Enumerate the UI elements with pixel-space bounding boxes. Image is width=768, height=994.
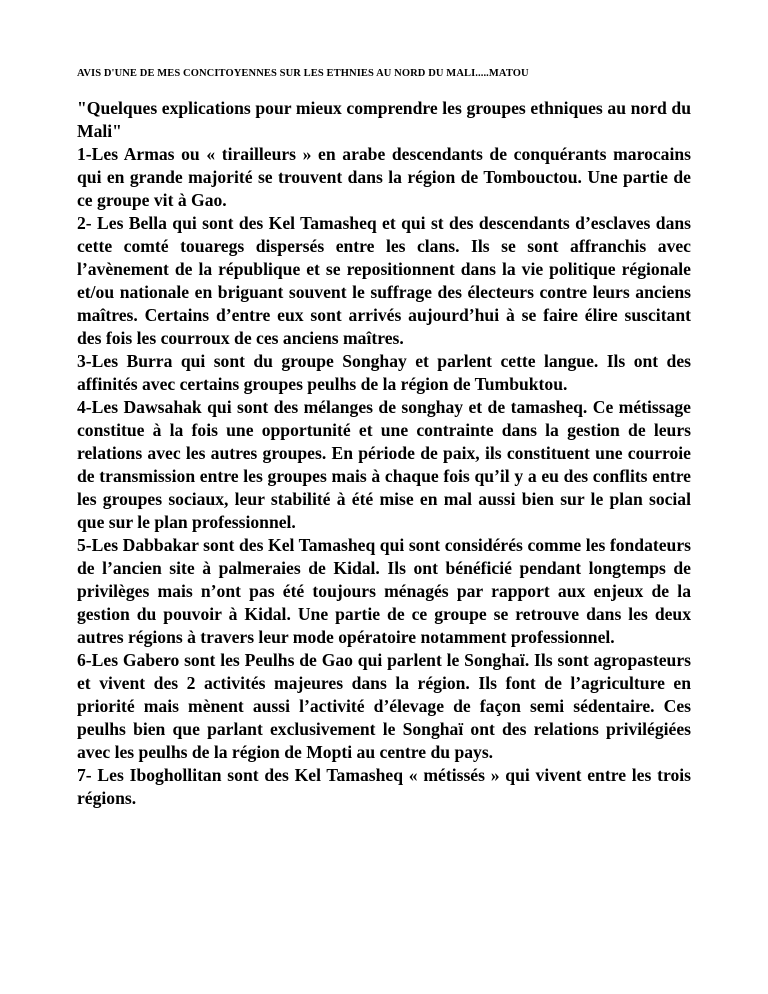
paragraph-gabero: 6-Les Gabero sont les Peulhs de Gao qui parlent le Songhaï. Ils sont agropasteurs et vivent des 2 activités majeures dans la région. Ils font de l’agriculture en priorité mais mènent aussi l’activité d’élevage de façon semi sédentaire. Ces peulhs bien que parlant exclusivement le Songhaï ont des relations privilégiées avec les peulhs de la région de Mopti au centre du pays. — [77, 650, 691, 762]
paragraph-iboghollitan: 7- Les Iboghollitan sont des Kel Tamasheq « métissés » qui vivent entre les trois régions. — [77, 765, 691, 808]
paragraph-dawsahak: 4-Les Dawsahak qui sont des mélanges de songhay et de tamasheq. Ce métissage constitue à la fois une opportunité et une contrainte dans la gestion de leurs relations avec les autres groupes. En période de paix, ils constituent une courroie de transmission entre les groupes mais à chaque fois qu’il y a eu des conflits entre les groupes sociaux, leur stabilité à été mise en mal aussi bien sur le plan social que sur le plan professionnel. — [77, 397, 691, 532]
paragraph-bella: 2- Les Bella qui sont des Kel Tamasheq et qui st des descendants d’esclaves dans cette comté touaregs dispersés entre les clans. Ils se sont affranchis avec l’avènement de la république et se repositionnent dans la vie politique régionale et/ou nationale en briguant souvent le suffrage des électeurs contre leurs anciens maîtres. Certains d’entre eux sont arrivés aujourd’hui à se faire élire suscitant des fois les courroux de ces anciens maîtres. — [77, 213, 691, 348]
paragraph-armas: 1-Les Armas ou « tirailleurs » en arabe descendants de conquérants marocains qui en grande majorité se trouvent dans la région de Tombouctou. Une partie de ce groupe vit à Gao. — [77, 144, 691, 210]
paragraph-dabbakar: 5-Les Dabbakar sont des Kel Tamasheq qui sont considérés comme les fondateurs de l’ancien site à palmeraies de Kidal. Ils ont bénéficié pendant longtemps de privilèges mais n’ont pas été toujours ménagés par rapport aux enjeux de la gestion du pouvoir à Kidal. Une partie de ce groupe se retrouve dans les deux autres régions à travers leur mode opératoire notamment professionnel. — [77, 535, 691, 647]
document-title: "Quelques explications pour mieux comprendre les groupes ethniques au nord du Mali" — [77, 98, 691, 141]
document-header: AVIS D'UNE DE MES CONCITOYENNES SUR LES ETHNIES AU NORD DU MALI.....MATOU — [77, 68, 529, 79]
document-body — [77, 97, 691, 810]
paragraph-burra: 3-Les Burra qui sont du groupe Songhay et parlent cette langue. Ils ont des affinités avec certains groupes peulhs de la région de Tumbuktou. — [77, 351, 691, 394]
